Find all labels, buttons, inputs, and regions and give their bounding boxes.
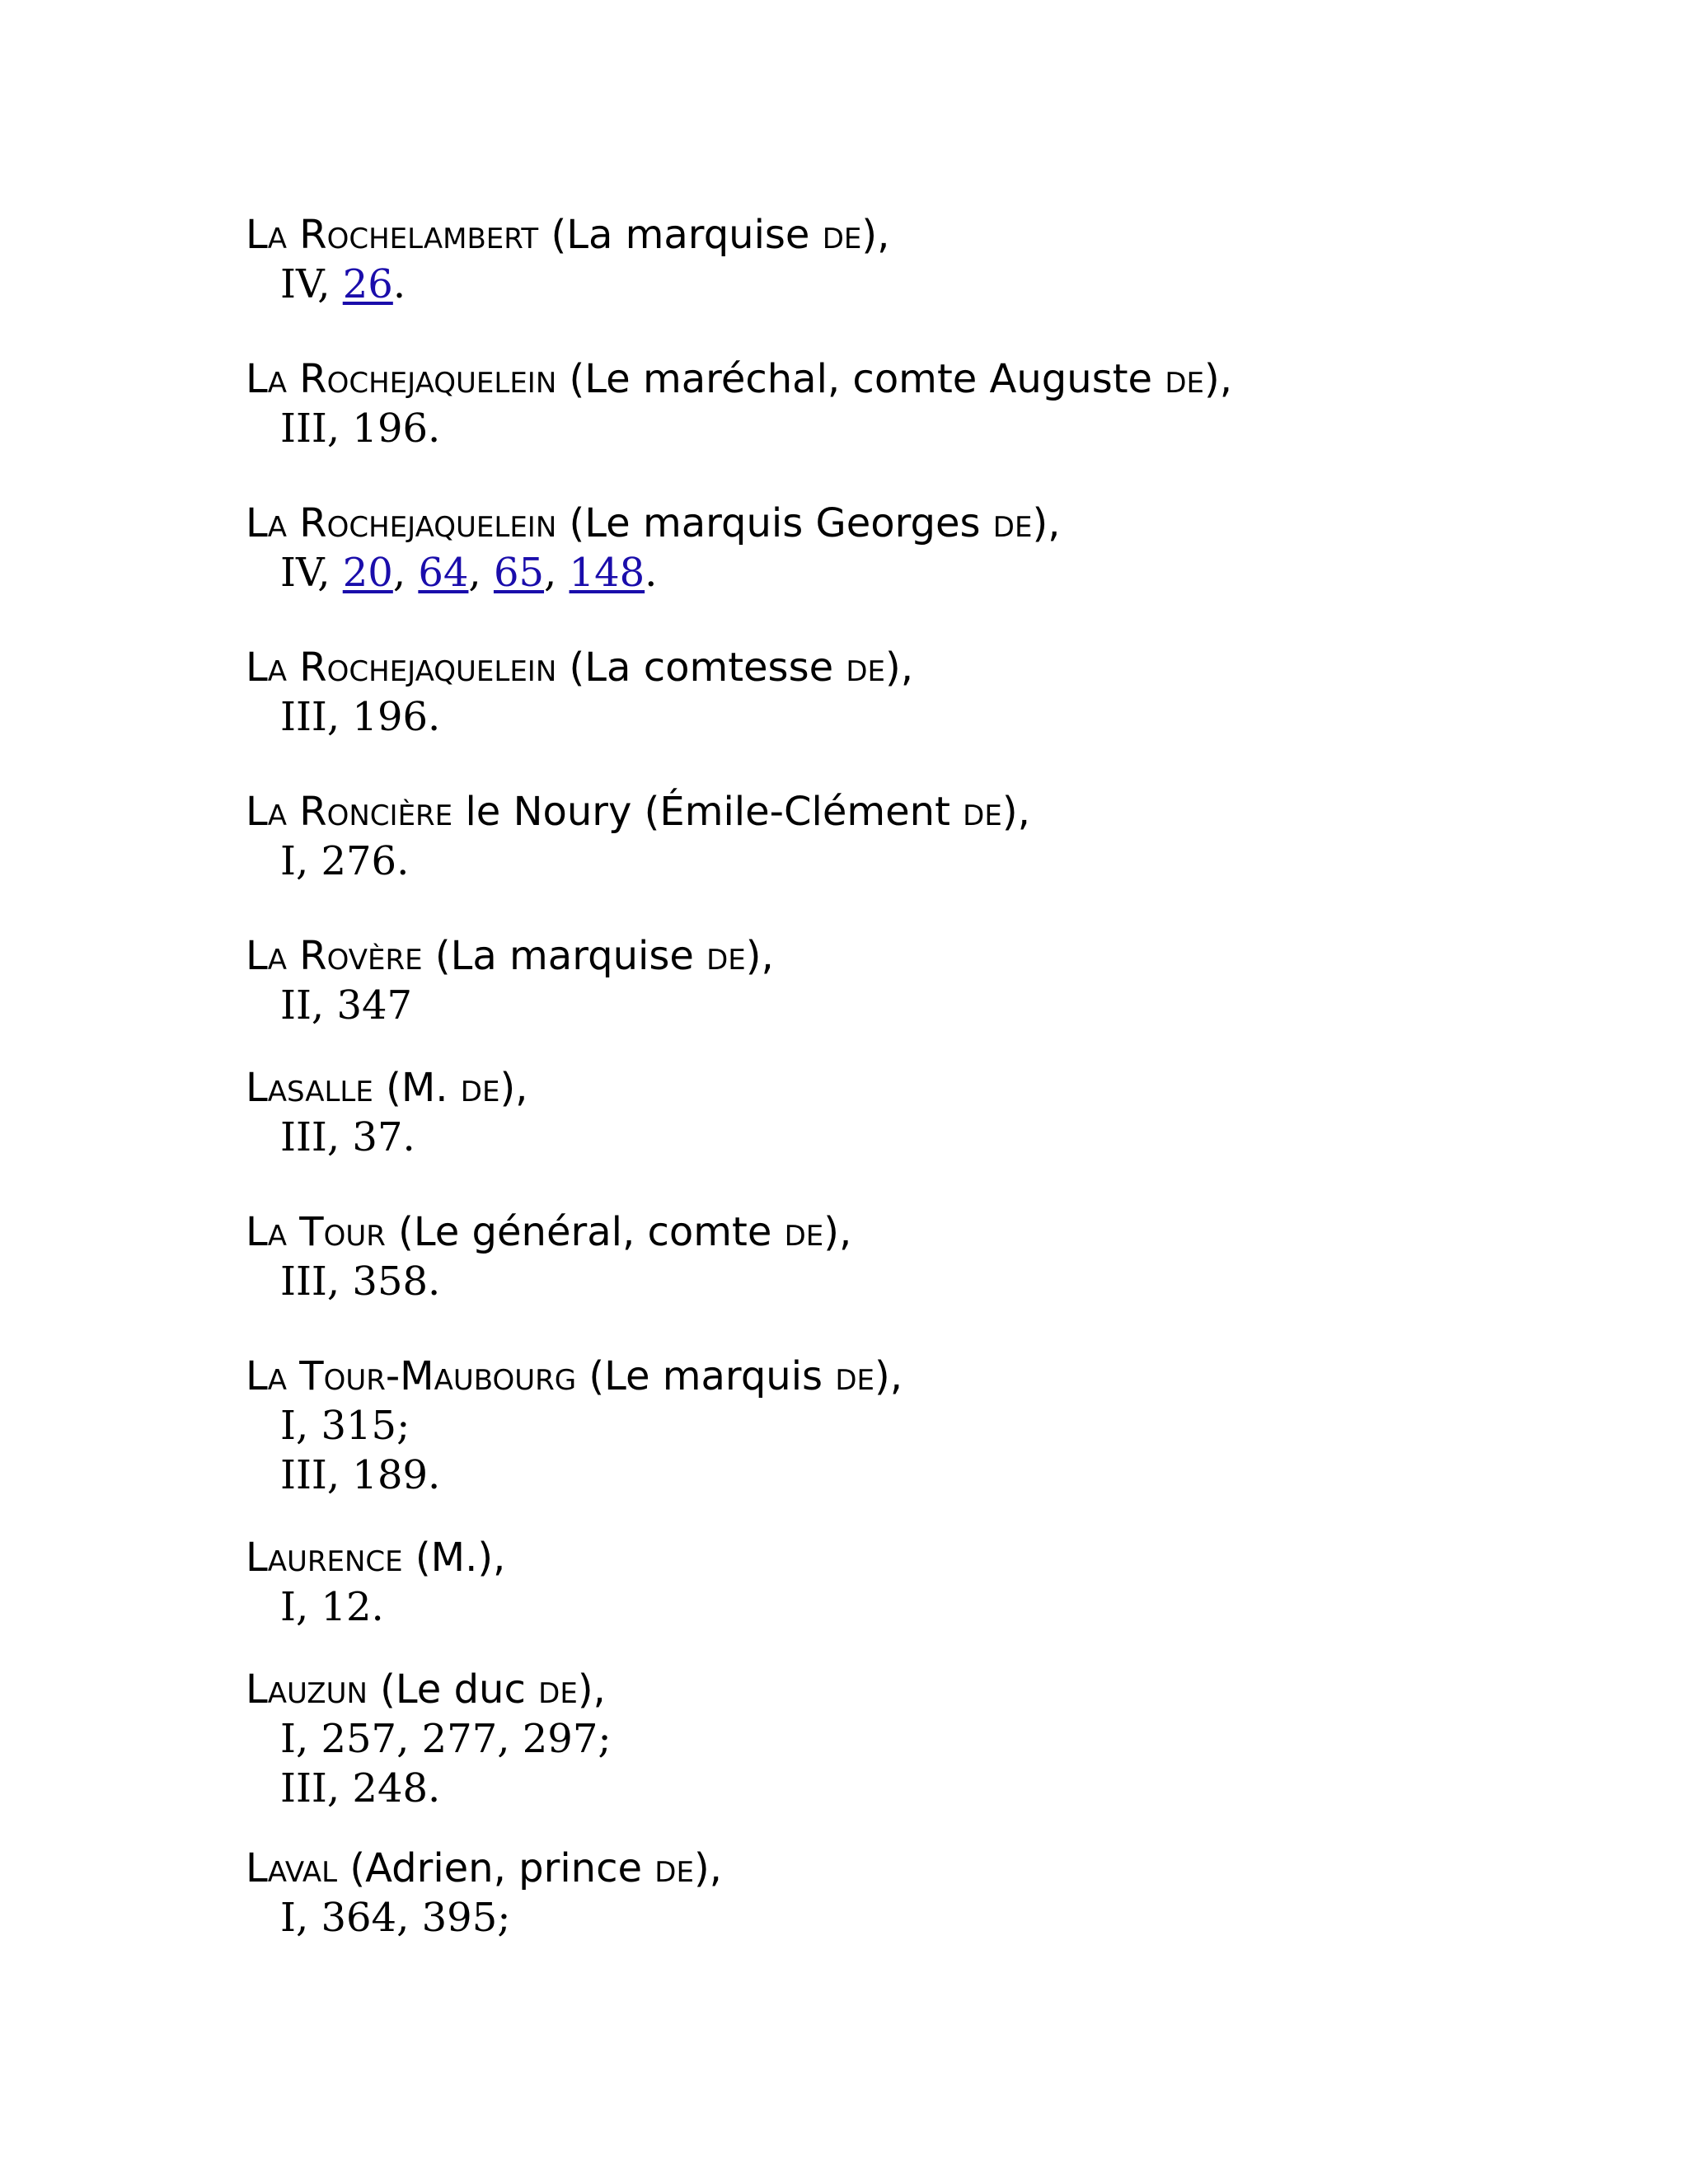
index-entry — [246, 499, 1647, 598]
entry-heading-end: ), — [499, 1065, 528, 1111]
entry-name: La Rochejaquelein — [246, 356, 557, 402]
entry-particle: de — [460, 1065, 500, 1111]
entry-name: La Tour — [246, 1209, 386, 1255]
entry-heading — [246, 354, 1647, 404]
entry-reference: III, 37. — [280, 1114, 415, 1160]
index-entry — [246, 210, 1647, 309]
index-page — [246, 0, 1647, 2184]
entry-detail: (La marquise — [551, 212, 810, 258]
entry-reference: I, 315; — [280, 1403, 410, 1449]
entry-particle: de — [822, 212, 862, 258]
entry-heading-end: ), — [823, 1209, 852, 1255]
entry-name: La Rochelambert — [246, 212, 539, 258]
entry-detail: le Noury (Émile-Clément — [465, 789, 950, 835]
index-entry — [246, 643, 1647, 742]
page-link-64[interactable]: 64 — [418, 550, 469, 596]
reference-end: . — [645, 550, 658, 596]
entry-particle: de — [963, 789, 1002, 835]
entry-particle: de — [784, 1209, 824, 1255]
reference-end: . — [392, 261, 406, 307]
entry-heading-end: ), — [885, 644, 914, 691]
entry-heading — [246, 643, 1647, 692]
entry-particle: de — [846, 644, 886, 691]
reference-volume: IV, — [280, 261, 343, 307]
index-entry — [246, 1063, 1647, 1162]
entry-detail: (Le général, comte — [398, 1209, 772, 1255]
entry-particle: de — [538, 1666, 578, 1713]
entry-name: Laval — [246, 1845, 338, 1891]
entry-reference: I, 12. — [280, 1584, 384, 1630]
index-entry — [246, 1665, 1647, 1813]
entry-detail: (M. — [386, 1065, 448, 1111]
entry-heading-end: ), — [1032, 500, 1061, 546]
index-entry — [246, 1352, 1647, 1500]
entry-reference: IV, 20, 64, 65, 148. — [280, 550, 658, 596]
entry-name: La Roncière — [246, 789, 453, 835]
entry-reference: III, 248. — [280, 1765, 441, 1811]
entry-name: La Rochejaquelein — [246, 500, 557, 546]
entry-particle: de — [1165, 356, 1204, 402]
entry-detail: (Adrien, prince — [349, 1845, 642, 1891]
entry-name: La Rovère — [246, 933, 423, 979]
reference-volume: IV, — [280, 550, 343, 596]
entry-detail: (La comtesse — [569, 644, 834, 691]
entry-reference: III, 196. — [280, 694, 441, 740]
entry-reference — [246, 260, 1647, 309]
entry-heading-end: ), — [577, 1666, 606, 1713]
entry-heading-end: ), — [693, 1845, 722, 1891]
index-entry — [246, 931, 1647, 1030]
entry-detail: (Le maréchal, comte Auguste — [569, 356, 1153, 402]
page-link-20[interactable]: 20 — [342, 550, 393, 596]
entry-particle: de — [706, 933, 746, 979]
entry-reference: II, 347 — [280, 982, 413, 1029]
entry-name: La Rochejaquelein — [246, 644, 557, 691]
entry-heading — [246, 787, 1647, 837]
entry-name: La Tour-Maubourg — [246, 1353, 577, 1399]
index-entry — [246, 1207, 1647, 1306]
entry-heading — [246, 499, 1647, 548]
entry-reference: I, 364, 395; — [280, 1895, 511, 1941]
index-entry — [246, 787, 1647, 886]
index-entry — [246, 1533, 1647, 1632]
entry-heading-end: ), — [745, 933, 774, 979]
entry-detail: (M.), — [415, 1535, 506, 1581]
entry-name: Lasalle — [246, 1065, 373, 1111]
index-entry — [246, 1844, 1647, 1943]
entry-heading — [246, 1533, 1647, 1582]
entry-particle: de — [835, 1353, 874, 1399]
entry-heading — [246, 1844, 1647, 1893]
entry-heading — [246, 1063, 1647, 1113]
entry-name: Lauzun — [246, 1666, 368, 1713]
entry-heading-end: ), — [1001, 789, 1030, 835]
entry-heading-end: ), — [861, 212, 890, 258]
page-link-26[interactable]: 26 — [342, 261, 393, 307]
entry-particle: de — [654, 1845, 694, 1891]
entry-heading — [246, 1665, 1647, 1714]
entry-reference: III, 358. — [280, 1258, 441, 1305]
entry-particle: de — [992, 500, 1033, 546]
entry-heading — [246, 210, 1647, 260]
page-link-148[interactable]: 148 — [569, 550, 645, 596]
entry-heading — [246, 931, 1647, 981]
entry-reference: I, 276. — [280, 838, 410, 884]
entry-detail: (Le marquis Georges — [569, 500, 981, 546]
entry-heading-end: ), — [874, 1353, 903, 1399]
entry-detail: (La marquise — [434, 933, 694, 979]
entry-detail: (Le marquis — [588, 1353, 823, 1399]
index-entry — [246, 354, 1647, 453]
entry-reference: III, 189. — [280, 1452, 441, 1498]
entry-name: Laurence — [246, 1535, 403, 1581]
entry-detail: (Le duc — [380, 1666, 526, 1713]
entry-reference: III, 196. — [280, 405, 441, 452]
entry-reference: I, 257, 277, 297; — [280, 1716, 612, 1762]
entry-heading — [246, 1207, 1647, 1257]
entry-heading — [246, 1352, 1647, 1401]
page-link-65[interactable]: 65 — [493, 550, 545, 596]
entry-heading-end: ), — [1204, 356, 1232, 402]
